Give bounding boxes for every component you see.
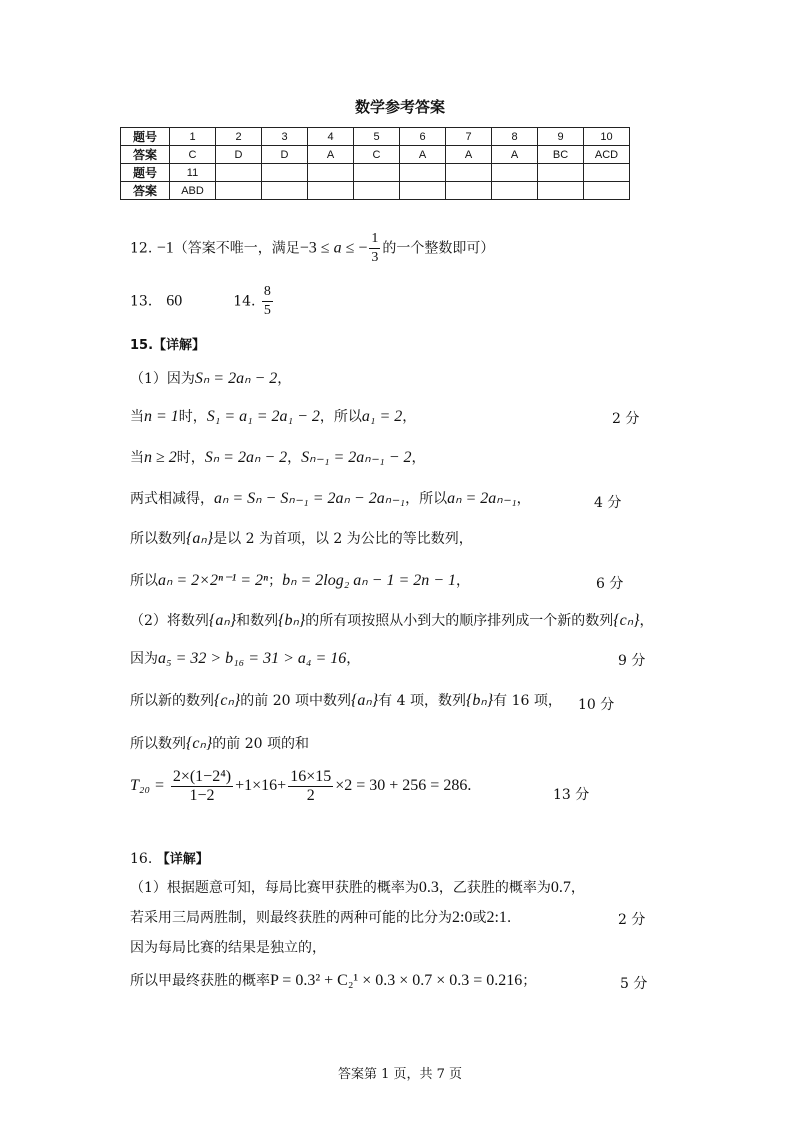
fraction-numerator: 1: [369, 230, 380, 249]
text: ，: [287, 450, 302, 466]
value: 0.3: [418, 879, 439, 896]
equation: n ≥ 2: [144, 449, 177, 466]
value: 2:1: [486, 909, 507, 926]
sequence: {bₙ}: [278, 612, 306, 629]
table-row: [121, 128, 630, 146]
fraction-denominator: 3: [371, 250, 379, 265]
table-cell: [446, 164, 492, 182]
equation: +1×16+: [235, 777, 287, 795]
equation: aₙ = 2aₙ₋₁: [447, 490, 517, 507]
table-cell: [216, 182, 262, 200]
table-cell: 8: [492, 128, 538, 146]
fraction-numerator: 2×(1−2⁴): [172, 768, 232, 785]
table-cell: 1: [170, 128, 216, 146]
fraction: [288, 768, 333, 805]
text: ，: [516, 491, 531, 507]
equation: bₙ = 2log₂ aₙ − 1 = 2n − 1: [282, 572, 457, 589]
text: ，所以: [319, 409, 362, 425]
text: 所以数列: [130, 531, 186, 547]
table-cell: C: [354, 146, 400, 164]
q12-note-start: （答案不唯一，满足: [173, 240, 300, 257]
text: 的前 20 项的和: [212, 736, 309, 752]
table-cell: A: [446, 146, 492, 164]
fraction-denominator: 1−2: [189, 787, 215, 804]
score-label: 5 分: [620, 976, 648, 992]
text: 和数列: [236, 613, 279, 629]
page-footer: 答案第 1 页，共 7 页: [337, 1067, 463, 1082]
table-cell: [400, 164, 446, 182]
table-cell: [262, 182, 308, 200]
table-cell: BC: [538, 146, 584, 164]
row-label: 答案: [121, 146, 170, 164]
equation: Sₙ = 2aₙ − 2: [204, 449, 288, 466]
q12-condition-right: ≤ −: [341, 239, 368, 257]
fraction-denominator: 2: [306, 787, 315, 804]
row-label: 答案: [121, 182, 170, 200]
q15-line-3: [130, 447, 425, 467]
score-label: 10 分: [578, 697, 615, 713]
text: 两式相减得，: [130, 491, 214, 507]
score-label: 9 分: [618, 653, 646, 669]
q15-line-1: [130, 368, 291, 388]
text: ，: [402, 409, 417, 425]
text: （1）因为: [130, 371, 195, 387]
text: ，所以: [405, 491, 448, 507]
score-label: 6 分: [596, 576, 624, 592]
equation: T₂₀ =: [130, 777, 165, 795]
text: 时，: [176, 450, 205, 466]
score-label: 13 分: [553, 787, 590, 803]
fraction-numerator: 8: [262, 283, 273, 302]
table-row: [121, 182, 630, 200]
sequence: {aₙ}: [208, 612, 237, 629]
text: ；: [522, 973, 537, 989]
q12-note-end: 的一个整数即可）: [382, 240, 495, 257]
fraction: [171, 768, 233, 805]
fraction-numerator: 16×15: [290, 768, 332, 785]
q12-fraction: [369, 230, 380, 267]
text: 因为: [130, 651, 158, 667]
q13-number: 13．: [130, 293, 162, 310]
table-cell: [492, 164, 538, 182]
q13-value: 60: [166, 292, 183, 310]
text: 有 4 项，数列: [378, 693, 466, 709]
table-row: [121, 146, 630, 164]
answer-table: [120, 127, 630, 200]
table-cell: [354, 164, 400, 182]
text: 的前 20 项中数列: [240, 693, 351, 709]
text: ，乙获胜的概率为: [438, 880, 551, 896]
sequence: {aₙ}: [186, 530, 214, 547]
sequence: {cₙ}: [186, 735, 213, 752]
text: 当: [130, 409, 144, 425]
q15-heading: 15.【详解】: [130, 338, 206, 353]
value: 0.7: [550, 879, 571, 896]
row-label: 题号: [121, 164, 170, 182]
score-label: 2 分: [618, 912, 646, 928]
text: （1）根据题意可知，每局比赛甲获胜的概率为: [130, 880, 419, 896]
q15-line-7: [130, 610, 654, 630]
table-cell: A: [492, 146, 538, 164]
text: ，: [570, 880, 585, 896]
q12-line: [130, 230, 494, 267]
q16-line-4: [130, 970, 536, 990]
equation: a₅ = 32 > b₁₆ = 31 > a₄ = 16: [158, 650, 347, 667]
q16-line-3: 因为每局比赛的结果是独立的，: [130, 940, 326, 956]
table-cell: [538, 164, 584, 182]
equation: P = 0.3² + C₂¹ × 0.3 × 0.7 × 0.3 = 0.216: [270, 972, 523, 989]
fraction-denominator: 5: [263, 303, 271, 318]
table-cell: [400, 182, 446, 200]
equation: aₙ = Sₙ − Sₙ₋₁ = 2aₙ − 2aₙ₋₁: [214, 490, 406, 507]
text: ，: [456, 573, 471, 589]
equation: ×2 = 30 + 256 = 286.: [335, 777, 472, 795]
q16-number: 16.: [130, 851, 153, 867]
q15-line-6: [130, 570, 470, 590]
table-cell: D: [216, 146, 262, 164]
table-cell: [538, 182, 584, 200]
table-cell: 7: [446, 128, 492, 146]
text: 的所有项按照从小到大的顺序排列成一个新的数列: [305, 613, 614, 629]
equation: aₙ = 2×2ⁿ⁻¹ = 2ⁿ: [158, 572, 269, 589]
sequence: {aₙ}: [351, 692, 379, 709]
q15-line-4: [130, 488, 531, 508]
q16-line-2: [130, 907, 511, 927]
table-cell: 2: [216, 128, 262, 146]
q15-line-10: [130, 733, 309, 753]
q13-q14-line: [130, 283, 275, 320]
table-cell: D: [262, 146, 308, 164]
q16-line-1: [130, 877, 585, 897]
row-label: 题号: [121, 128, 170, 146]
equation: Sₙ₋₁ = 2aₙ₋₁ − 2: [301, 449, 412, 466]
text: 时，: [178, 409, 207, 425]
text: ，: [639, 613, 654, 629]
text: 所以甲最终获胜的概率: [130, 973, 270, 989]
text: 是以 2 为首项，以 2 为公比的等比数列，: [213, 531, 473, 547]
q12-condition-left: −3 ≤: [299, 239, 334, 257]
q14-number: 14.: [233, 293, 256, 310]
table-row: [121, 164, 630, 182]
text: 所以数列: [130, 736, 186, 752]
equation: S₁ = a₁ = 2a₁ − 2: [206, 408, 320, 425]
text: （2）将数列: [130, 613, 209, 629]
table-cell: C: [170, 146, 216, 164]
table-cell: [584, 182, 630, 200]
table-cell: [492, 182, 538, 200]
text: .: [506, 910, 512, 926]
q16-label: 【详解】: [156, 852, 209, 867]
table-cell: [262, 164, 308, 182]
sequence: {cₙ}: [613, 612, 640, 629]
table-cell: 10: [584, 128, 630, 146]
value: 2:0: [452, 909, 473, 926]
table-cell: 4: [308, 128, 354, 146]
q12-number: 12.: [130, 240, 153, 257]
sequence: {bₙ}: [465, 692, 494, 709]
text: ；: [268, 573, 283, 589]
sequence: {cₙ}: [214, 692, 241, 709]
q12-condition-var: a: [333, 239, 342, 257]
table-cell: [354, 182, 400, 200]
text: 或: [472, 910, 487, 926]
table-cell: A: [308, 146, 354, 164]
text: 所以: [130, 573, 158, 589]
q14-fraction: [262, 283, 273, 320]
score-label: 2 分: [612, 411, 640, 427]
q15-sum-formula: [130, 768, 471, 805]
table-cell: 11: [170, 164, 216, 182]
table-cell: ACD: [584, 146, 630, 164]
text: 所以新的数列: [130, 693, 214, 709]
table-cell: 6: [400, 128, 446, 146]
equation: n = 1: [144, 408, 179, 425]
q15-line-5: [130, 528, 473, 548]
text: 若采用三局两胜制，则最终获胜的两种可能的比分为: [130, 910, 452, 926]
q12-value: −1: [156, 239, 174, 257]
table-cell: 9: [538, 128, 584, 146]
q16-heading: [130, 848, 209, 867]
text: ，: [346, 651, 361, 667]
table-cell: [308, 182, 354, 200]
table-cell: 5: [354, 128, 400, 146]
score-label: 4 分: [594, 495, 622, 511]
text: ，: [411, 450, 426, 466]
table-cell: [216, 164, 262, 182]
table-cell: [446, 182, 492, 200]
text: 当: [130, 450, 144, 466]
q15-line-9: [130, 690, 562, 710]
text: 有 16 项，: [493, 693, 562, 709]
table-cell: [308, 164, 354, 182]
equation: a₁ = 2: [361, 408, 403, 425]
table-cell: [584, 164, 630, 182]
text: ，: [277, 371, 292, 387]
table-cell: ABD: [170, 182, 216, 200]
table-cell: A: [400, 146, 446, 164]
q15-line-8: [130, 648, 360, 668]
q15-line-2: [130, 406, 416, 426]
equation: Sₙ = 2aₙ − 2: [194, 370, 278, 387]
page-title: 数学参考答案: [354, 98, 445, 116]
table-cell: 3: [262, 128, 308, 146]
